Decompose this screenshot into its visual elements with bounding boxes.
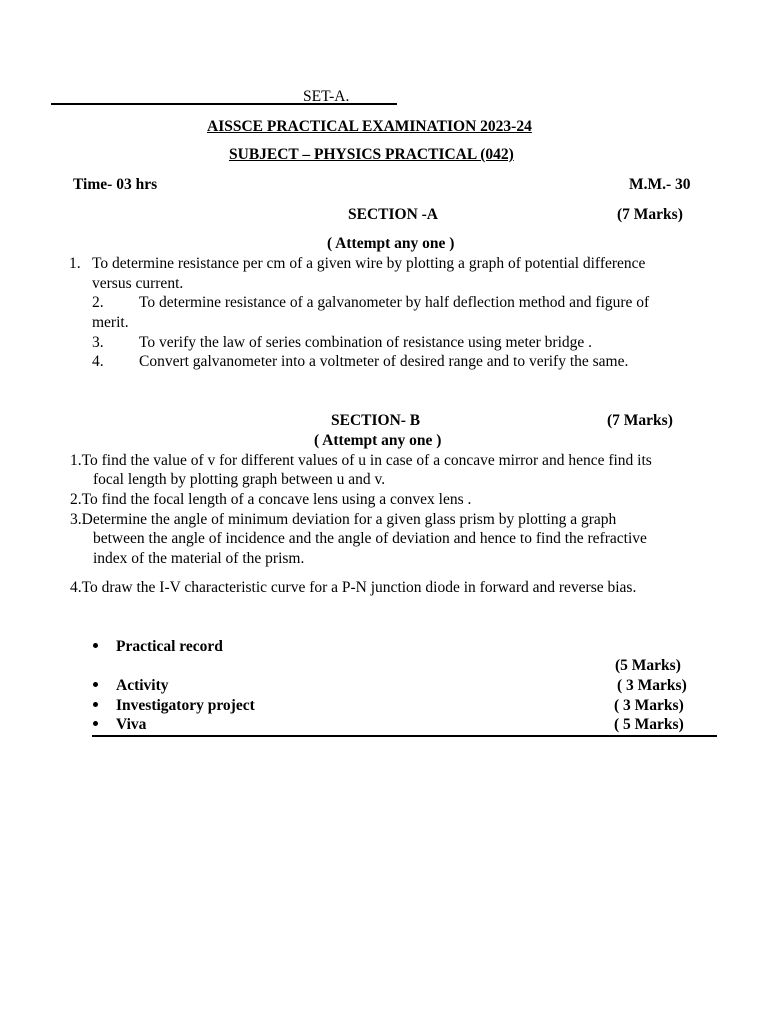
list-item-continuation: versus current. (92, 275, 184, 292)
list-item: 2.To find the focal length of a concave lens using a convex lens . (70, 491, 472, 508)
list-item: 1.To find the value of v for different values of u in case of a concave mirror and hence find its (70, 452, 652, 469)
list-item: To verify the law of series combination of resistance using meter bridge . (139, 334, 593, 351)
component-marks: ( 3 Marks) (617, 677, 687, 694)
section-a-title: SECTION -A (348, 206, 439, 223)
bullet-icon (93, 643, 98, 648)
exam-title: AISSCE PRACTICAL EXAMINATION 2023-24 (207, 118, 532, 135)
component-label: Viva (116, 716, 147, 733)
list-item-number: 3. (92, 334, 104, 351)
list-item-number: 1. (69, 255, 81, 272)
list-item: 3.Determine the angle of minimum deviation for a given glass prism by plotting a graph (70, 511, 617, 528)
list-item: To determine resistance of a galvanometer by half deflection method and figure of (139, 294, 650, 311)
list-item-continuation: focal length by plotting graph between u and v. (93, 471, 386, 488)
list-item-continuation: index of the material of the prism. (93, 550, 305, 567)
list-item: To determine resistance per cm of a given wire by plotting a graph of potential difference (92, 255, 646, 272)
list-item-number: 4. (92, 353, 104, 370)
list-item-continuation: merit. (92, 314, 129, 331)
component-marks: (5 Marks) (615, 657, 681, 674)
list-item-number: 2. (92, 294, 104, 311)
component-label: Activity (116, 677, 169, 694)
bullet-icon (93, 721, 98, 726)
footer-rule (92, 735, 717, 737)
component-label: Investigatory project (116, 697, 255, 714)
bullet-icon (93, 702, 98, 707)
section-b-title: SECTION- B (331, 412, 421, 429)
component-marks: ( 3 Marks) (614, 697, 684, 714)
section-b-marks: (7 Marks) (607, 412, 673, 429)
bullet-icon (93, 682, 98, 687)
list-item: Convert galvanometer into a voltmeter of desired range and to verify the same. (139, 353, 629, 370)
list-item-continuation: between the angle of incidence and the angle of deviation and hence to find the refractive (93, 530, 647, 547)
set-label: SET-A. (303, 88, 350, 105)
time-duration: Time- 03 hrs (73, 176, 158, 193)
component-marks: ( 5 Marks) (614, 716, 684, 733)
component-label: Practical record (116, 638, 223, 655)
section-a-marks: (7 Marks) (617, 206, 683, 223)
section-b-instruction: ( Attempt any one ) (314, 432, 442, 449)
section-a-instruction: ( Attempt any one ) (327, 235, 455, 252)
subject-title: SUBJECT – PHYSICS PRACTICAL (042) (229, 146, 514, 163)
list-item: 4.To draw the I-V characteristic curve for a P-N junction diode in forward and reverse bias. (70, 579, 637, 596)
maximum-marks: M.M.- 30 (629, 176, 691, 193)
